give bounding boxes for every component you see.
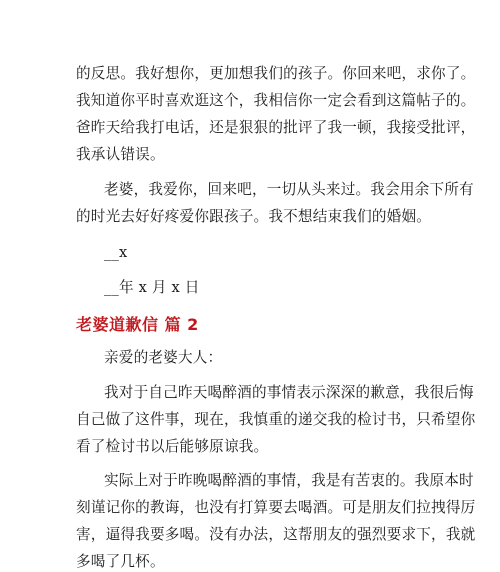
paragraph-1-line-2: 我知道你平时喜欢逛这个，我相信你一定会看到这篇帖子的。 [76, 92, 476, 109]
paragraph-4-line-1: 实际上对于昨晚喝醉酒的事情，我是有苦衷的。我原本时 [104, 472, 474, 489]
salutation: 亲爱的老婆大人： [104, 349, 223, 366]
signature-name: __x [104, 244, 128, 261]
paragraph-1-line-4: 我承认错误。 [76, 146, 165, 163]
paragraph-3-line-1: 我对于自己昨天喝醉酒的事情表示深深的歉意，我很后悔 [104, 384, 474, 401]
section-heading: 老婆道歉信 篇 2 [76, 315, 199, 334]
paragraph-2-line-2: 的时光去好好疼爱你跟孩子。我不想结束我们的婚姻。 [76, 208, 432, 225]
paragraph-4-line-4: 多喝了几杯。 [76, 553, 165, 570]
paragraph-1-line-3: 爸昨天给我打电话，还是狠狠的批评了我一顿，我接受批评， [76, 119, 476, 136]
signature-date: __年 x 月 x 日 [104, 279, 200, 296]
paragraph-4-line-2: 刻谨记你的教诲，也没有打算要去喝酒。可是朋友们拉拽得厉 [76, 499, 476, 516]
paragraph-3-line-2: 自己做了这件事，现在，我慎重的递交我的检讨书，只希望你 [76, 411, 476, 428]
paragraph-4-line-3: 害，逼得我要多喝。没有办法，这帮朋友的强烈要求下，我就 [76, 526, 476, 543]
paragraph-3-line-3: 看了检讨书以后能够原谅我。 [76, 438, 269, 455]
paragraph-1-line-1: 的反思。我好想你，更加想我们的孩子。你回来吧，求你了。 [76, 65, 476, 82]
paragraph-2-line-1: 老婆，我爱你，回来吧，一切从头来过。我会用余下所有 [104, 181, 474, 198]
